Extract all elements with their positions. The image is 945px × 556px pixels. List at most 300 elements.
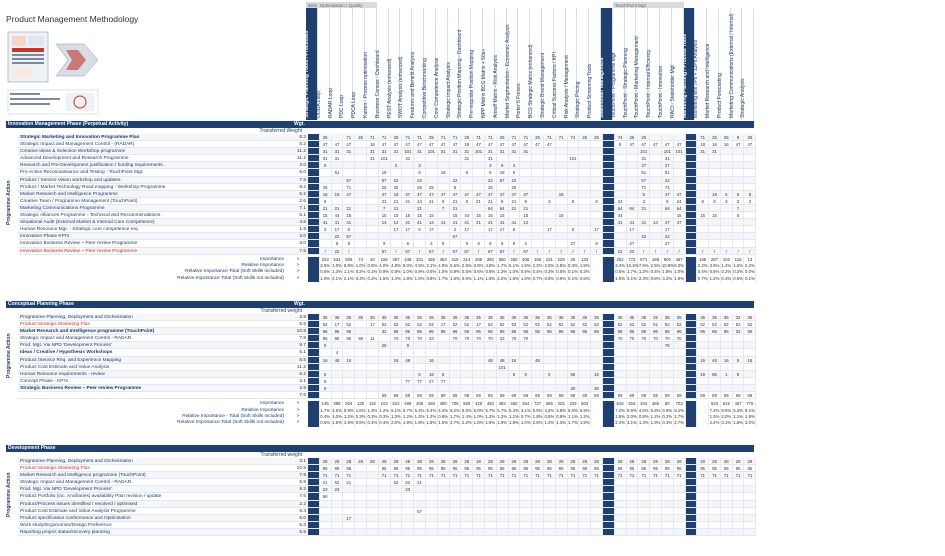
- table-cell[interactable]: 96: [650, 328, 662, 334]
- table-cell[interactable]: 71: [744, 472, 756, 478]
- table-cell[interactable]: [532, 184, 544, 190]
- table-cell[interactable]: [591, 177, 603, 183]
- table-cell[interactable]: [709, 508, 721, 514]
- table-cell[interactable]: [544, 233, 556, 239]
- table-cell[interactable]: [379, 522, 391, 528]
- table-cell[interactable]: 22: [627, 248, 639, 254]
- table-cell[interactable]: [686, 219, 698, 225]
- table-cell[interactable]: [686, 522, 698, 528]
- table-cell[interactable]: [744, 155, 756, 161]
- table-cell[interactable]: 8: [497, 198, 509, 204]
- table-cell[interactable]: [391, 515, 403, 521]
- table-cell[interactable]: 27: [426, 378, 438, 384]
- table-cell[interactable]: 96: [709, 328, 721, 334]
- table-cell[interactable]: 96: [532, 328, 544, 334]
- table-cell[interactable]: 31: [391, 148, 403, 154]
- table-cell[interactable]: 95: [426, 465, 438, 471]
- table-cell[interactable]: [308, 184, 320, 190]
- table-cell[interactable]: [650, 162, 662, 168]
- table-cell[interactable]: 71: [662, 472, 674, 478]
- table-cell[interactable]: [308, 493, 320, 499]
- table-cell[interactable]: 31: [414, 148, 426, 154]
- table-cell[interactable]: 69: [721, 392, 733, 398]
- table-cell[interactable]: [367, 162, 379, 168]
- table-cell[interactable]: [544, 515, 556, 521]
- table-row[interactable]: [18, 371, 756, 378]
- table-cell[interactable]: [686, 349, 698, 355]
- table-cell[interactable]: 28: [391, 458, 403, 464]
- table-cell[interactable]: 64: [485, 205, 497, 211]
- table-cell[interactable]: 6: [461, 169, 473, 175]
- table-cell[interactable]: [744, 205, 756, 211]
- table-cell[interactable]: 31: [402, 155, 414, 161]
- table-cell[interactable]: 69: [426, 392, 438, 398]
- table-cell[interactable]: [544, 479, 556, 485]
- table-cell[interactable]: [438, 479, 450, 485]
- table-cell[interactable]: [450, 385, 462, 391]
- table-cell[interactable]: [686, 314, 698, 320]
- table-cell[interactable]: [568, 529, 580, 535]
- table-cell[interactable]: [627, 184, 639, 190]
- table-cell[interactable]: [686, 328, 698, 334]
- table-cell[interactable]: [367, 357, 379, 363]
- table-cell[interactable]: [556, 385, 568, 391]
- table-cell[interactable]: [509, 155, 521, 161]
- table-cell[interactable]: 17: [391, 226, 403, 232]
- table-cell[interactable]: [520, 184, 532, 190]
- table-cell[interactable]: [650, 212, 662, 218]
- table-cell[interactable]: [744, 148, 756, 154]
- table-cell[interactable]: 47: [379, 141, 391, 147]
- table-cell[interactable]: [615, 349, 627, 355]
- table-cell[interactable]: [556, 219, 568, 225]
- table-cell[interactable]: [603, 501, 615, 507]
- table-cell[interactable]: 21: [426, 198, 438, 204]
- table-row[interactable]: [18, 529, 756, 536]
- table-cell[interactable]: 35: [568, 314, 580, 320]
- table-cell[interactable]: [391, 349, 403, 355]
- table-cell[interactable]: 35: [615, 314, 627, 320]
- table-cell[interactable]: 25: [721, 134, 733, 140]
- table-cell[interactable]: [308, 162, 320, 168]
- table-cell[interactable]: [603, 205, 615, 211]
- table-cell[interactable]: [603, 184, 615, 190]
- table-cell[interactable]: [497, 349, 509, 355]
- table-cell[interactable]: 64: [662, 205, 674, 211]
- table-cell[interactable]: [733, 479, 745, 485]
- table-cell[interactable]: 52: [391, 321, 403, 327]
- table-cell[interactable]: [674, 501, 686, 507]
- table-cell[interactable]: [615, 529, 627, 535]
- table-cell[interactable]: 24: [674, 198, 686, 204]
- table-cell[interactable]: [556, 501, 568, 507]
- table-cell[interactable]: [461, 342, 473, 348]
- table-cell[interactable]: 95: [627, 465, 639, 471]
- table-cell[interactable]: [355, 378, 367, 384]
- table-cell[interactable]: 77: [402, 378, 414, 384]
- table-cell[interactable]: 18: [379, 169, 391, 175]
- table-cell[interactable]: [697, 501, 709, 507]
- table-cell[interactable]: 27: [627, 240, 639, 246]
- table-row[interactable]: [18, 486, 756, 493]
- table-cell[interactable]: [744, 371, 756, 377]
- table-cell[interactable]: 77: [414, 378, 426, 384]
- table-cell[interactable]: [402, 371, 414, 377]
- table-cell[interactable]: [591, 141, 603, 147]
- table-cell[interactable]: 15: [497, 212, 509, 218]
- table-cell[interactable]: 95: [709, 465, 721, 471]
- table-cell[interactable]: [568, 522, 580, 528]
- table-cell[interactable]: 52: [627, 321, 639, 327]
- table-cell[interactable]: [697, 335, 709, 341]
- table-cell[interactable]: [556, 162, 568, 168]
- table-cell[interactable]: [721, 219, 733, 225]
- table-cell[interactable]: 69: [615, 392, 627, 398]
- table-cell[interactable]: [615, 486, 627, 492]
- table-cell[interactable]: [532, 515, 544, 521]
- table-cell[interactable]: 67: [638, 177, 650, 183]
- table-cell[interactable]: [473, 233, 485, 239]
- table-row[interactable]: [18, 378, 756, 385]
- table-cell[interactable]: [627, 162, 639, 168]
- table-cell[interactable]: 17: [402, 226, 414, 232]
- table-cell[interactable]: 47: [674, 141, 686, 147]
- table-cell[interactable]: [355, 162, 367, 168]
- table-cell[interactable]: [497, 486, 509, 492]
- table-cell[interactable]: [686, 458, 698, 464]
- table-cell[interactable]: [343, 155, 355, 161]
- table-cell[interactable]: [638, 493, 650, 499]
- table-cell[interactable]: [355, 248, 367, 254]
- table-cell[interactable]: 95: [674, 465, 686, 471]
- table-cell[interactable]: 15: [697, 212, 709, 218]
- table-cell[interactable]: 25: [532, 134, 544, 140]
- table-cell[interactable]: 71: [615, 472, 627, 478]
- table-cell[interactable]: [686, 212, 698, 218]
- table-row[interactable]: [18, 342, 756, 349]
- table-cell[interactable]: [320, 349, 332, 355]
- table-cell[interactable]: 16: [721, 357, 733, 363]
- table-cell[interactable]: 69: [733, 392, 745, 398]
- table-cell[interactable]: [709, 493, 721, 499]
- table-cell[interactable]: [627, 155, 639, 161]
- table-cell[interactable]: [721, 169, 733, 175]
- table-cell[interactable]: [509, 212, 521, 218]
- table-cell[interactable]: 31: [367, 148, 379, 154]
- table-cell[interactable]: [733, 501, 745, 507]
- table-cell[interactable]: [426, 205, 438, 211]
- table-cell[interactable]: [603, 515, 615, 521]
- table-cell[interactable]: [308, 321, 320, 327]
- table-cell[interactable]: 9: [509, 240, 521, 246]
- table-cell[interactable]: [520, 177, 532, 183]
- table-cell[interactable]: 67: [450, 248, 462, 254]
- table-cell[interactable]: [379, 486, 391, 492]
- table-cell[interactable]: [473, 501, 485, 507]
- table-cell[interactable]: 22: [638, 233, 650, 239]
- table-cell[interactable]: [308, 335, 320, 341]
- table-cell[interactable]: [532, 240, 544, 246]
- table-cell[interactable]: 16: [320, 191, 332, 197]
- table-cell[interactable]: 11: [367, 335, 379, 341]
- table-cell[interactable]: 47: [497, 141, 509, 147]
- table-cell[interactable]: [332, 392, 344, 398]
- table-cell[interactable]: 31: [697, 148, 709, 154]
- table-cell[interactable]: [544, 184, 556, 190]
- table-cell[interactable]: 27: [662, 240, 674, 246]
- table-cell[interactable]: [556, 155, 568, 161]
- table-cell[interactable]: [674, 357, 686, 363]
- table-cell[interactable]: [450, 479, 462, 485]
- table-cell[interactable]: [579, 155, 591, 161]
- table-cell[interactable]: [568, 357, 580, 363]
- table-cell[interactable]: [391, 529, 403, 535]
- table-cell[interactable]: 67: [379, 248, 391, 254]
- table-cell[interactable]: [509, 378, 521, 384]
- table-cell[interactable]: 74: [662, 184, 674, 190]
- table-cell[interactable]: [379, 501, 391, 507]
- table-cell[interactable]: 5: [615, 141, 627, 147]
- table-cell[interactable]: [650, 493, 662, 499]
- table-cell[interactable]: 18: [438, 169, 450, 175]
- table-cell[interactable]: [627, 342, 639, 348]
- table-cell[interactable]: [686, 501, 698, 507]
- table-cell[interactable]: [461, 385, 473, 391]
- table-cell[interactable]: [379, 349, 391, 355]
- table-cell[interactable]: 67: [497, 177, 509, 183]
- table-cell[interactable]: 6: [414, 226, 426, 232]
- table-cell[interactable]: 96: [332, 328, 344, 334]
- table-cell[interactable]: [686, 465, 698, 471]
- table-cell[interactable]: 21: [391, 205, 403, 211]
- table-cell[interactable]: 96: [556, 328, 568, 334]
- table-cell[interactable]: [568, 191, 580, 197]
- table-cell[interactable]: 6: [414, 169, 426, 175]
- table-cell[interactable]: [461, 486, 473, 492]
- table-cell[interactable]: [733, 219, 745, 225]
- table-cell[interactable]: [686, 321, 698, 327]
- table-cell[interactable]: [544, 364, 556, 370]
- table-cell[interactable]: [733, 169, 745, 175]
- table-cell[interactable]: [391, 240, 403, 246]
- table-cell[interactable]: 28: [650, 458, 662, 464]
- table-cell[interactable]: [367, 472, 379, 478]
- table-cell[interactable]: 8: [320, 385, 332, 391]
- table-cell[interactable]: 25: [485, 184, 497, 190]
- table-cell[interactable]: 52: [497, 321, 509, 327]
- table-cell[interactable]: 16: [426, 357, 438, 363]
- table-cell[interactable]: [662, 385, 674, 391]
- table-row[interactable]: [18, 349, 756, 356]
- table-cell[interactable]: 71: [627, 472, 639, 478]
- table-cell[interactable]: [697, 219, 709, 225]
- table-cell[interactable]: 70: [450, 335, 462, 341]
- table-cell[interactable]: [568, 378, 580, 384]
- table-cell[interactable]: 52: [414, 321, 426, 327]
- table-cell[interactable]: /: [697, 248, 709, 254]
- table-cell[interactable]: [367, 493, 379, 499]
- table-cell[interactable]: [438, 226, 450, 232]
- table-cell[interactable]: [450, 371, 462, 377]
- table-cell[interactable]: [744, 219, 756, 225]
- table-cell[interactable]: [343, 385, 355, 391]
- table-cell[interactable]: 35: [532, 314, 544, 320]
- table-cell[interactable]: [556, 342, 568, 348]
- table-cell[interactable]: 23: [426, 335, 438, 341]
- table-cell[interactable]: 52: [426, 321, 438, 327]
- table-cell[interactable]: [638, 364, 650, 370]
- table-cell[interactable]: 28: [509, 458, 521, 464]
- table-cell[interactable]: 17: [332, 226, 344, 232]
- table-cell[interactable]: [438, 155, 450, 161]
- table-cell[interactable]: [332, 198, 344, 204]
- table-cell[interactable]: 21: [509, 205, 521, 211]
- table-cell[interactable]: 35: [674, 314, 686, 320]
- table-cell[interactable]: /: [320, 248, 332, 254]
- table-cell[interactable]: [744, 385, 756, 391]
- table-cell[interactable]: [627, 378, 639, 384]
- table-cell[interactable]: [438, 493, 450, 499]
- table-cell[interactable]: [520, 508, 532, 514]
- table-cell[interactable]: [579, 522, 591, 528]
- table-cell[interactable]: 96: [473, 328, 485, 334]
- table-cell[interactable]: 71: [674, 472, 686, 478]
- table-cell[interactable]: 47: [343, 141, 355, 147]
- table-cell[interactable]: 95: [438, 465, 450, 471]
- table-cell[interactable]: 71: [579, 472, 591, 478]
- table-cell[interactable]: [627, 364, 639, 370]
- table-cell[interactable]: [568, 205, 580, 211]
- table-cell[interactable]: 9: [591, 240, 603, 246]
- table-cell[interactable]: 47: [509, 191, 521, 197]
- table-cell[interactable]: [308, 364, 320, 370]
- table-cell[interactable]: [473, 205, 485, 211]
- table-cell[interactable]: [414, 349, 426, 355]
- table-cell[interactable]: [391, 501, 403, 507]
- table-cell[interactable]: [697, 515, 709, 521]
- table-cell[interactable]: 67: [485, 248, 497, 254]
- table-cell[interactable]: [615, 364, 627, 370]
- table-cell[interactable]: 9: [320, 162, 332, 168]
- table-cell[interactable]: [509, 515, 521, 521]
- table-cell[interactable]: 31: [450, 148, 462, 154]
- table-cell[interactable]: [579, 205, 591, 211]
- table-cell[interactable]: 52: [662, 321, 674, 327]
- table-cell[interactable]: [603, 177, 615, 183]
- table-cell[interactable]: [568, 501, 580, 507]
- table-cell[interactable]: [461, 529, 473, 535]
- table-cell[interactable]: 95: [332, 465, 344, 471]
- table-cell[interactable]: [579, 198, 591, 204]
- table-cell[interactable]: [308, 378, 320, 384]
- table-cell[interactable]: [426, 522, 438, 528]
- table-cell[interactable]: [343, 486, 355, 492]
- table-cell[interactable]: [744, 479, 756, 485]
- table-cell[interactable]: 71: [650, 472, 662, 478]
- table-cell[interactable]: 17: [627, 226, 639, 232]
- table-cell[interactable]: [686, 335, 698, 341]
- table-cell[interactable]: 69: [414, 392, 426, 398]
- table-cell[interactable]: [485, 486, 497, 492]
- table-row[interactable]: [18, 508, 756, 515]
- table-cell[interactable]: [367, 248, 379, 254]
- table-cell[interactable]: [414, 493, 426, 499]
- table-cell[interactable]: 62: [391, 479, 403, 485]
- table-cell[interactable]: 51: [662, 169, 674, 175]
- table-cell[interactable]: 35: [367, 314, 379, 320]
- table-cell[interactable]: [308, 515, 320, 521]
- table-cell[interactable]: [520, 162, 532, 168]
- table-cell[interactable]: [674, 162, 686, 168]
- table-cell[interactable]: [603, 486, 615, 492]
- table-cell[interactable]: 8: [520, 198, 532, 204]
- table-cell[interactable]: 23: [497, 335, 509, 341]
- table-cell[interactable]: 41: [320, 219, 332, 225]
- table-cell[interactable]: 18: [367, 141, 379, 147]
- table-cell[interactable]: [603, 212, 615, 218]
- table-cell[interactable]: [556, 148, 568, 154]
- table-cell[interactable]: [603, 479, 615, 485]
- table-cell[interactable]: 22: [332, 248, 344, 254]
- table-cell[interactable]: 70: [461, 335, 473, 341]
- table-cell[interactable]: [650, 169, 662, 175]
- table-cell[interactable]: 47: [473, 191, 485, 197]
- table-cell[interactable]: [332, 162, 344, 168]
- table-cell[interactable]: [556, 349, 568, 355]
- table-cell[interactable]: [638, 501, 650, 507]
- table-cell[interactable]: [662, 508, 674, 514]
- table-cell[interactable]: 96: [544, 328, 556, 334]
- table-cell[interactable]: [579, 226, 591, 232]
- table-cell[interactable]: 3: [391, 162, 403, 168]
- table-cell[interactable]: [332, 522, 344, 528]
- table-cell[interactable]: [650, 378, 662, 384]
- table-cell[interactable]: [568, 493, 580, 499]
- table-cell[interactable]: [355, 349, 367, 355]
- table-cell[interactable]: 31: [638, 155, 650, 161]
- table-row[interactable]: [18, 321, 756, 328]
- table-cell[interactable]: 25: [379, 184, 391, 190]
- table-cell[interactable]: [343, 371, 355, 377]
- table-cell[interactable]: 5: [638, 191, 650, 197]
- table-cell[interactable]: [402, 184, 414, 190]
- table-cell[interactable]: 25: [627, 134, 639, 140]
- table-cell[interactable]: [461, 371, 473, 377]
- table-cell[interactable]: 47: [320, 141, 332, 147]
- table-cell[interactable]: [544, 342, 556, 348]
- table-cell[interactable]: [497, 529, 509, 535]
- table-cell[interactable]: 21: [320, 205, 332, 211]
- table-cell[interactable]: [579, 493, 591, 499]
- table-cell[interactable]: [473, 486, 485, 492]
- table-cell[interactable]: [603, 529, 615, 535]
- table-cell[interactable]: [556, 479, 568, 485]
- table-cell[interactable]: [603, 493, 615, 499]
- table-cell[interactable]: [473, 378, 485, 384]
- table-cell[interactable]: [402, 177, 414, 183]
- table-cell[interactable]: 95: [697, 465, 709, 471]
- table-cell[interactable]: 69: [402, 392, 414, 398]
- table-cell[interactable]: 14: [379, 219, 391, 225]
- table-cell[interactable]: [733, 349, 745, 355]
- table-cell[interactable]: [697, 508, 709, 514]
- table-cell[interactable]: 96: [343, 335, 355, 341]
- table-cell[interactable]: [556, 508, 568, 514]
- table-cell[interactable]: [744, 501, 756, 507]
- table-cell[interactable]: [308, 177, 320, 183]
- table-row[interactable]: [18, 328, 756, 335]
- table-cell[interactable]: 69: [438, 392, 450, 398]
